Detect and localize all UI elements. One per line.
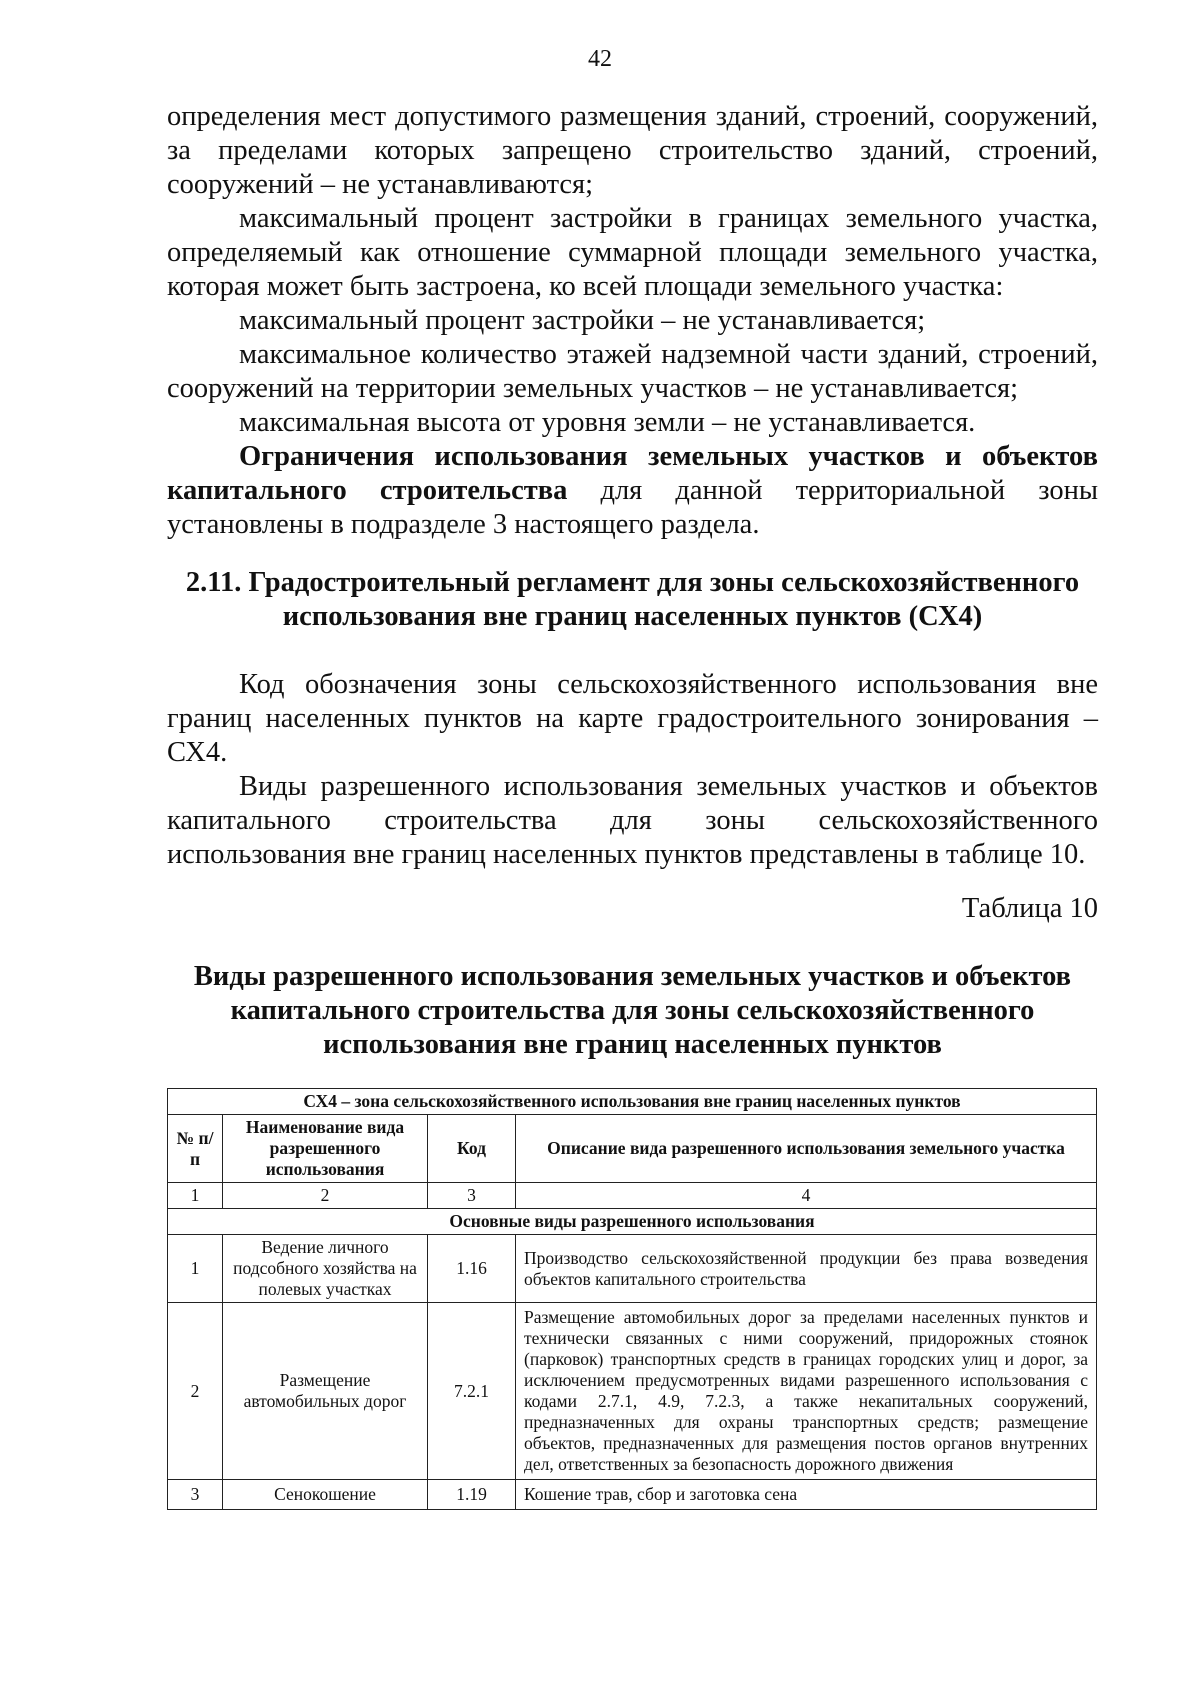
- col-header-num: № п/п: [168, 1115, 223, 1183]
- col-header-desc: Описание вида разрешенного использования земельного участка: [516, 1115, 1097, 1183]
- paragraphs-section: [167, 668, 1098, 872]
- restrictions-rest-text: для данной территориальной зоны установлены в подразделе 3 настоящего раздела.: [167, 475, 1098, 540]
- paragraph-1: определения мест допустимого размещения зданий, строений, сооружений, за пределами которых запрещено строительство зданий, строений, сооружений – не устанавливаются;: [167, 101, 1098, 200]
- col-number-3: 3: [428, 1183, 516, 1209]
- row-code: 1.19: [428, 1480, 516, 1510]
- group-header: Основные виды разрешенного использования: [168, 1209, 1097, 1235]
- col-number-4: 4: [516, 1183, 1097, 1209]
- row-desc: Кошение трав, сбор и заготовка сена: [516, 1480, 1097, 1510]
- section-heading-line-1: 2.11. Градостроительный регламент для зоны сельскохозяйственного: [185, 567, 1080, 598]
- section-heading: [167, 566, 1098, 634]
- column-header-row: [168, 1115, 1097, 1183]
- table-title-line-2: капитального строительства для зоны сельскохозяйственного: [230, 995, 1035, 1026]
- paragraph-8: Виды разрешенного использования земельных участков и объектов капитального строительства для зоны сельскохозяйственного использования вне границ населенных пунктов представлены в таблице 10.: [167, 771, 1098, 870]
- page-number: 42: [588, 46, 612, 72]
- col-number-2: 2: [223, 1183, 428, 1209]
- paragraph-4: максимальное количество этажей надземной части зданий, строений, сооружений на территории земельных участков – не устанавливается;: [167, 339, 1098, 404]
- col-number-1: 1: [168, 1183, 223, 1209]
- table-row: [168, 1480, 1097, 1510]
- row-num: 2: [168, 1303, 223, 1480]
- row-name: Ведение личного подсобного хозяйства на полевых участках: [223, 1235, 428, 1303]
- table-caption: Таблица 10: [961, 893, 1098, 924]
- paragraph-7: Код обозначения зоны сельскохозяйственного использования вне границ населенных пунктов на карте градостроительного зонирования – СХ4.: [167, 669, 1098, 768]
- row-code: 1.16: [428, 1235, 516, 1303]
- zone-header: СХ4 – зона сельскохозяйственного использования вне границ населенных пунктов: [168, 1089, 1097, 1115]
- row-name: Сенокошение: [223, 1480, 428, 1510]
- table-title: [167, 960, 1098, 1062]
- row-desc: Размещение автомобильных дорог за пределами населенных пунктов и технически связанных с ними сооружений, придорожных стоянок (парковок) транспортных средств в границах городских улиц и дорог, за исключением предусмотренных видами разрешенного использования с кодами 2.7.1, 4.9, 7.2.3, а также некапитальных сооружений, предназначенных для охраны транспортных средств; размещение объектов, предназначенных для размещения постов органов внутренних дел, ответственных за безопасность дорожного движения: [516, 1303, 1097, 1480]
- paragraphs-top: [167, 100, 1098, 542]
- table-row: [168, 1303, 1097, 1480]
- paragraph-2: максимальный процент застройки в границах земельного участка, определяемый как отношение суммарной площади земельного участка, которая может быть застроена, ко всей площади земельного участка:: [167, 203, 1098, 302]
- col-header-name: Наименование вида разрешенного использования: [223, 1115, 428, 1183]
- zone-header-row: [168, 1089, 1097, 1115]
- column-number-row: [168, 1183, 1097, 1209]
- col-header-code: Код: [428, 1115, 516, 1183]
- restrictions-bold-text: Ограничения использования земельных участков и объектов капитального строительства: [167, 441, 1098, 506]
- row-num: 3: [168, 1480, 223, 1510]
- paragraph-5: максимальная высота от уровня земли – не устанавливается.: [239, 407, 976, 438]
- row-num: 1: [168, 1235, 223, 1303]
- row-desc: Производство сельскохозяйственной продукции без права возведения объектов капитального строительства: [516, 1235, 1097, 1303]
- table-title-line-1: Виды разрешенного использования земельных участков и объектов: [193, 961, 1072, 992]
- group-header-row: [168, 1209, 1097, 1235]
- paragraph-6: [167, 440, 1098, 542]
- row-name: Размещение автомобильных дорог: [223, 1303, 428, 1480]
- table-title-line-3: использования вне границ населенных пунктов: [323, 1029, 942, 1060]
- table-row: [168, 1235, 1097, 1303]
- section-heading-line-2: использования вне границ населенных пунктов (СХ4): [282, 601, 983, 632]
- permitted-use-table: [167, 1088, 1097, 1510]
- row-code: 7.2.1: [428, 1303, 516, 1480]
- paragraph-3: максимальный процент застройки – не устанавливается;: [239, 305, 926, 336]
